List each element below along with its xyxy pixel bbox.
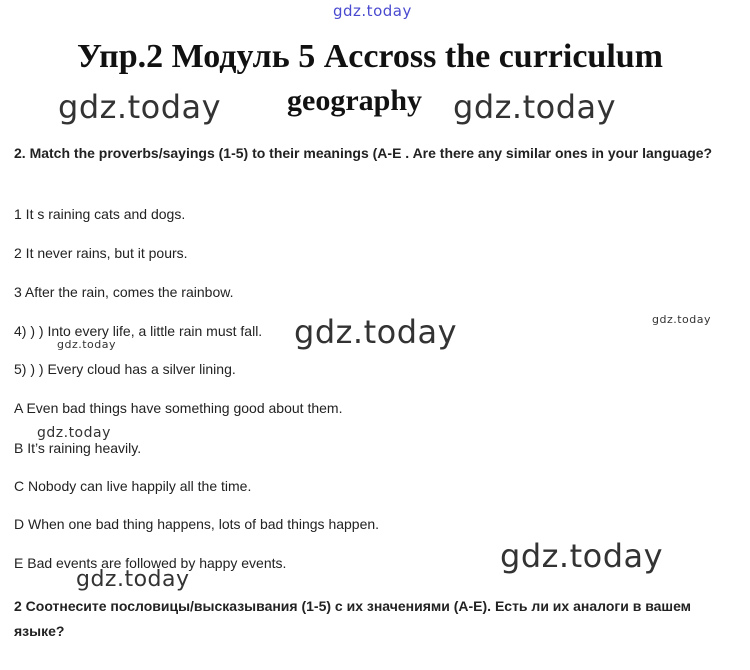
watermark-small-left: gdz.today — [57, 338, 117, 351]
task-russian: 2 Соотнесите пословицы/высказывания (1-5) с их значениями (А-Е). Есть ли их аналоги в вашем языке? — [14, 598, 692, 639]
watermark-mid: gdz.today — [294, 313, 458, 351]
saying-1: 1 It s raining cats and dogs. — [14, 206, 186, 222]
meaning-b: B It’s raining heavily. — [14, 440, 142, 456]
watermark-small-b: gdz.today — [37, 425, 111, 441]
watermark-right: gdz.today — [453, 88, 617, 126]
meaning-e: E Bad events are followed by happy events. — [14, 555, 287, 571]
meaning-c: C Nobody can live happily all the time. — [14, 478, 252, 494]
page-subtitle: geography — [287, 84, 422, 117]
watermark-top: gdz.today — [333, 2, 412, 20]
watermark-left: gdz.today — [58, 88, 222, 126]
meaning-d: D When one bad thing happens, lots of bad things happen. — [14, 516, 380, 532]
watermark-small-right: gdz.today — [652, 313, 712, 326]
saying-3: 3 After the rain, comes the rainbow. — [14, 284, 234, 300]
meaning-a: A Even bad things have something good about them. — [14, 400, 343, 416]
saying-5: 5) ) ) Every cloud has a silver lining. — [14, 361, 236, 377]
page-title: Упр.2 Модуль 5 Accross the curriculum — [76, 38, 664, 75]
watermark-lower-right: gdz.today — [500, 537, 664, 575]
saying-2: 2 It never rains, but it pours. — [14, 245, 188, 261]
task-english: 2. Match the proverbs/sayings (1-5) to their meanings (A-E . Are there any similar ones in your language? — [14, 145, 713, 161]
saying-4: 4) ) ) Into every life, a little rain must fall. — [14, 323, 263, 339]
watermark-lower-left: gdz.today — [76, 567, 190, 592]
